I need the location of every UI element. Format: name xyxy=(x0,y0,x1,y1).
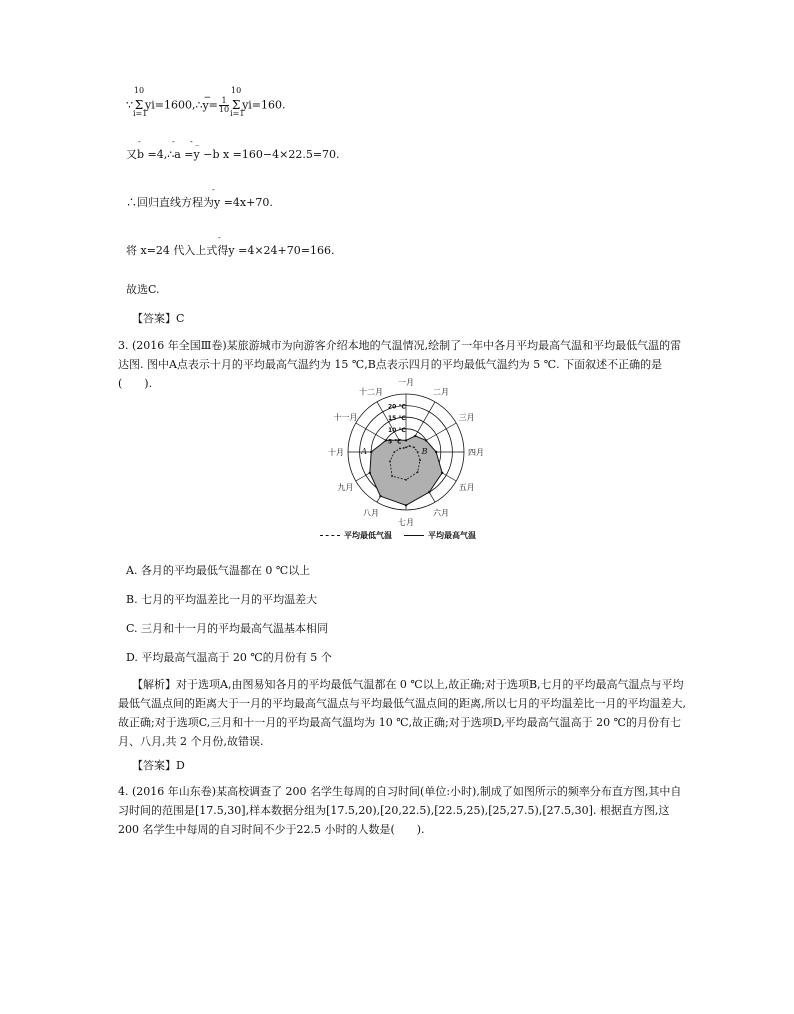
low-point-7 xyxy=(405,479,407,481)
low-point-9 xyxy=(389,460,391,462)
low-point-8 xyxy=(391,475,393,477)
high-point-7 xyxy=(405,504,407,506)
radar-series xyxy=(369,435,444,507)
low-point-1 xyxy=(405,446,407,448)
low-point-3 xyxy=(413,446,415,448)
ring-label-15: 15 ℃ xyxy=(388,415,406,423)
question-3-text: 3. (2016 年全国Ⅲ卷)某旅游城市为向游客介绍本地的气温情况,绘制了一年中各月平均最高气温和平均最低气温的雷达图. 图中A点表示十月的平均最高气温约为 15 ℃,B点表示四月的平均最低气温约为 5 ℃. 下面叙述不正确的是( ). xyxy=(118,339,682,390)
option-c: C. 三月和十一月的平均最高气温基本相同 xyxy=(126,622,329,635)
high-point-1 xyxy=(405,439,407,441)
equation-line-2: 又b =4,∴a =y −b x =160−4×22.5=70. xyxy=(126,148,340,161)
high-point-3 xyxy=(425,439,427,441)
high-point-6 xyxy=(428,491,430,493)
month-label-10: 十月 xyxy=(328,448,344,457)
month-label-11: 十一月 xyxy=(333,413,358,422)
low-point-11 xyxy=(399,448,401,450)
therefore-symbol: ∵ xyxy=(126,98,133,112)
answer-q3: 【答案】D xyxy=(132,759,185,772)
high-point-11 xyxy=(385,439,387,441)
month-label-6: 六月 xyxy=(433,508,449,518)
sum-symbol: 10 Σ i=1 xyxy=(133,86,148,118)
conclusion-line: 故选C. xyxy=(126,283,160,296)
chart-legend xyxy=(320,530,476,542)
option-a: A. 各月的平均最低气温都在 0 ℃以上 xyxy=(126,564,311,577)
mean-equation: yi=160. xyxy=(242,98,286,112)
high-point-2 xyxy=(414,435,416,437)
low-point-6 xyxy=(417,471,419,473)
equation-line-1: ∵ 10 Σ i=1 yi=1600,∴ − y= $\frac{1}{10}$ 10 Σ i=1 yi=160. xyxy=(126,86,286,118)
fraction-one-tenth: $\frac{1}{10}$ xyxy=(218,96,230,114)
legend-dash-line xyxy=(320,535,340,536)
low-point-12 xyxy=(403,447,405,449)
ring-label-20: 20 ℃ xyxy=(388,403,406,411)
option-b: B. 七月的平均温差比一月的平均温差大 xyxy=(126,593,318,606)
series-high-polygon xyxy=(370,436,442,505)
month-label-12: 十二月 xyxy=(359,387,383,397)
month-label-4: 四月 xyxy=(468,448,484,457)
point-label-A: A xyxy=(361,447,367,456)
question-4-text: 4. (2016 年山东卷)某高校调查了 200 名学生每周的自习时间(单位:小时),制成了如图所示的频率分布直方图,其中自习时间的范围是[17.5,30],样本数据分组为[17.5,20),[20,22.5),[22.5,25),[25,27.5),[27.5,30]. 根据直方图,这 200 名学生中每周的自习时间不少于22.5 小时的人数是( ). xyxy=(118,785,682,836)
low-point-10 xyxy=(394,451,396,453)
equation-line-4: 将 x=24 代入上式得y =4×24+70=166. xyxy=(126,244,335,257)
high-point-5 xyxy=(441,472,443,474)
y-bar: − y xyxy=(202,92,211,112)
low-point-4 xyxy=(417,451,419,453)
equation-line-3: ∴回归直线方程为y =4x+70. xyxy=(126,196,273,209)
ring-label-10: 10 ℃ xyxy=(388,426,406,434)
month-label-1: 一月 xyxy=(398,378,414,387)
legend-low: 平均最低气温 xyxy=(344,531,392,540)
sum-equation: yi=1600,∴ xyxy=(145,98,203,112)
analysis-q3: 【解析】对于选项A,由图易知各月的平均最低气温都在 0 ℃以上,故正确;对于选项B,七月的平均最高气温点与平均最低气温点间的距离大于一月的平均最高气温点与平均最低气温点间的距离,所以七月的平均温差比一月的平均温差大,故正确;对于选项C,三月和十一月的平均最高气温均为 10 ℃,故正确;对于选项D,平均最高气温高于 20 ℃的月份有七月、八月,共 2 个月份,故错误. xyxy=(118,678,686,748)
month-label-9: 九月 xyxy=(337,483,354,492)
low-point-2 xyxy=(409,445,411,447)
high-point-10 xyxy=(370,451,372,453)
high-point-8 xyxy=(379,495,381,497)
month-label-8: 八月 xyxy=(363,508,379,518)
legend-solid-line xyxy=(404,535,424,536)
high-point-4 xyxy=(435,451,437,453)
month-label-5: 五月 xyxy=(458,483,475,492)
high-point-9 xyxy=(369,472,371,474)
low-point-5 xyxy=(419,459,421,461)
month-label-2: 二月 xyxy=(433,387,449,397)
ring-label-5: 5 ℃ xyxy=(388,438,402,446)
point-label-B: B xyxy=(421,447,428,456)
sum-symbol-2: 10 Σ i=1 xyxy=(230,86,245,118)
option-d: D. 平均最高气温高于 20 ℃的月份有 5 个 xyxy=(126,651,332,664)
answer-q2: 【答案】C xyxy=(132,312,185,325)
month-label-7: 七月 xyxy=(398,518,414,527)
month-label-3: 三月 xyxy=(458,413,475,422)
legend-high: 平均最高气温 xyxy=(428,531,476,540)
